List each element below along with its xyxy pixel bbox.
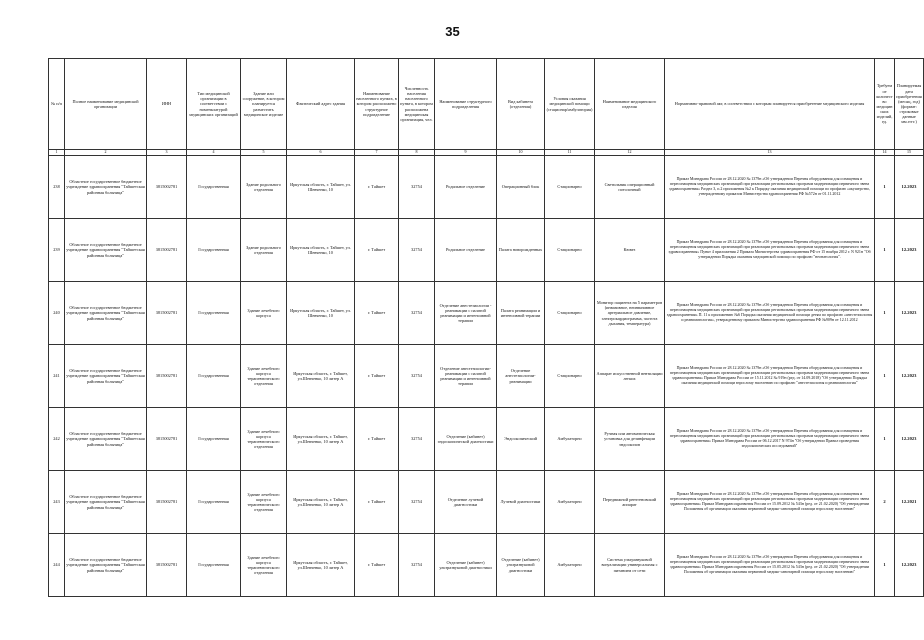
org-type-cell: Государственная — [187, 471, 241, 534]
row-number-cell: 243 — [49, 471, 65, 534]
population-cell: 32754 — [399, 156, 435, 219]
purchase-date-cell: 12.2023 — [895, 282, 924, 345]
regulation-cell: Приказ Минздрава России от 28.12.2020 № 1379н «Об утверждении Перечня оборудования для оснащения и переоснащения медицинских организаций при реализации региональных программ модернизации первичного звена здравоохранения» Приказ Минздравсоцразвития России от 15.09.2012 № 543н (ред. от 21.02.2020) "Об утверждении Положения об организации оказания первичной медико-санитарной помощи взрослому населению" — [665, 471, 875, 534]
care-conditions-cell: Амбулаторно — [545, 534, 595, 597]
org-type-cell: Государственная — [187, 156, 241, 219]
town-cell: г. Тайшет — [355, 408, 399, 471]
organization-name-cell: Областное государственное бюджетное учреждение здравоохранения "Тайшетская районная больница" — [65, 534, 147, 597]
column-header: Наименование медицинского изделия — [595, 59, 665, 150]
equipment-table — [48, 58, 924, 597]
regulation-cell: Приказ Минздрава России от 28.12.2020 № 1379н «Об утверждении Перечня оборудования для оснащения и переоснащения медицинских организаций при реализации региональных программ модернизации первичного звена здравоохранения» Раздел 3, п.2 приложения №2 к Порядку оказания медицинской помощи по профилю «акушерство, утвержденному приказом Министерства здравоохранения РФ №572н от 01.11.2012 — [665, 156, 875, 219]
care-conditions-cell: Стационарно — [545, 282, 595, 345]
structural-unit-cell: Отделение лучевой диагностики — [435, 471, 497, 534]
building-cell: Здание лечебного корпуса — [241, 282, 287, 345]
row-number-cell: 240 — [49, 282, 65, 345]
table-row — [49, 408, 924, 471]
inn-cell: 3815002781 — [147, 471, 187, 534]
purchase-date-cell: 12.2023 — [895, 534, 924, 597]
device-name-cell: Ручная или автоматическая установка для дезинфекции эндоскопов — [595, 408, 665, 471]
device-name-cell: Передвижной рентгеновский аппарат — [595, 471, 665, 534]
org-type-cell: Государственная — [187, 345, 241, 408]
table-header-row — [49, 59, 924, 150]
purchase-date-cell: 12.2023 — [895, 156, 924, 219]
care-conditions-cell: Стационарно — [545, 156, 595, 219]
device-name-cell: Аппарат искусственной вентиляции легких — [595, 345, 665, 408]
structural-unit-cell: Родильное отделение — [435, 219, 497, 282]
address-cell: Иркутская область, г. Тайшет, ул.Шевченко, 10 литер А — [287, 345, 355, 408]
column-header: Полное наименование медицинской организации — [65, 59, 147, 150]
address-cell: Иркутская область, г. Тайшет, ул. Шевченко, 10 — [287, 219, 355, 282]
building-cell: Здание лечебного корпуса терапевтического отделения — [241, 471, 287, 534]
column-number: 11 — [545, 150, 595, 156]
regulation-cell: Приказ Минздрава России от 28.12.2020 № 1379н «Об утверждении Перечня оборудования для оснащения и переоснащения медицинских организаций при реализации региональных программ модернизации первичного звена здравоохранения» П. 11 к приложению №6 Порядка оказания медицинской помощи детям по профилю «анестезиология и реаниматология», утвержденному приказом Министерства здравоохранения РФ №909н от 12.11.2012 — [665, 282, 875, 345]
quantity-cell: 1 — [875, 282, 895, 345]
inn-cell: 3815002781 — [147, 282, 187, 345]
cabinet-type-cell: Операционный блок — [497, 156, 545, 219]
column-header: Наименование населенного пункта, в котором расположено структурное подразделение — [355, 59, 399, 150]
regulation-cell: Приказ Минздрава России от 28.12.2020 № 1379н «Об утверждении Перечня оборудования для оснащения и переоснащения медицинских организаций при реализации региональных программ модернизации первичного звена здравоохранения» Приказ Минздрава России от 15.11.2012 № 919н (ред. от 14.09.2018) "Об утверждении Порядка оказания медицинской помощи взрослому населению по профилю "анестезиология и реаниматология" — [665, 345, 875, 408]
organization-name-cell: Областное государственное бюджетное учреждение здравоохранения "Тайшетская районная больница" — [65, 471, 147, 534]
column-number: 13 — [665, 150, 875, 156]
column-header: ИНН — [147, 59, 187, 150]
cabinet-type-cell: Отделение анестезиологии-реанимации — [497, 345, 545, 408]
device-name-cell: Система ультразвуковой визуализации универсальная с питанием от сети — [595, 534, 665, 597]
column-header: Тип медицинской организации в соответствии с номенклатурой медицинских организаций — [187, 59, 241, 150]
address-cell: Иркутская область, г. Тайшет, ул.Шевченко, 10 литер А — [287, 534, 355, 597]
device-name-cell: Монитор пациента на 5 параметров (инвазивное, неинвазивное артериальное давление, электрокардиограмма, частота дыхания, температура) — [595, 282, 665, 345]
organization-name-cell: Областное государственное бюджетное учреждение здравоохранения "Тайшетская районная больница" — [65, 219, 147, 282]
structural-unit-cell: Родильное отделение — [435, 156, 497, 219]
regulation-cell: Приказ Минздрава России от 28.12.2020 № 1379н «Об утверждении Перечня оборудования для оснащения и переоснащения медицинских организаций при реализации региональных программ модернизации первичного звена здравоохранения» Приказ Минздрава России от 06.12.2017 N 974н "Об утверждении Правил проведения эндоскопических исследований" — [665, 408, 875, 471]
population-cell: 32754 — [399, 534, 435, 597]
cabinet-type-cell: Палата новорожденных — [497, 219, 545, 282]
column-header: Нормативно-правовой акт, в соответствии с которым планируется приобретение медицинского изделия — [665, 59, 875, 150]
table-row — [49, 534, 924, 597]
organization-name-cell: Областное государственное бюджетное учреждение здравоохранения "Тайшетская районная больница" — [65, 156, 147, 219]
building-cell: Здание лечебного корпуса терапевтического отделения — [241, 408, 287, 471]
cabinet-type-cell: Эндоскопический — [497, 408, 545, 471]
inn-cell: 3815002781 — [147, 219, 187, 282]
organization-name-cell: Областное государственное бюджетное учреждение здравоохранения "Тайшетская районная больница" — [65, 282, 147, 345]
quantity-cell: 1 — [875, 219, 895, 282]
population-cell: 32754 — [399, 282, 435, 345]
structural-unit-cell: Отделение (кабинет) эндоскопической диагностики — [435, 408, 497, 471]
care-conditions-cell: Амбулаторно — [545, 408, 595, 471]
purchase-date-cell: 12.2023 — [895, 345, 924, 408]
structural-unit-cell: Отделение анестезиологии - реанимации с палатой реанимации и интенсивной терапии — [435, 282, 497, 345]
town-cell: г. Тайшет — [355, 471, 399, 534]
column-number: 14 — [875, 150, 895, 156]
column-number: 5 — [241, 150, 287, 156]
inn-cell: 3815002781 — [147, 534, 187, 597]
column-header: Здание или сооружение, в котором планируется разместить медицинское изделие — [241, 59, 287, 150]
population-cell: 32754 — [399, 408, 435, 471]
org-type-cell: Государственная — [187, 282, 241, 345]
quantity-cell: 1 — [875, 156, 895, 219]
quantity-cell: 2 — [875, 471, 895, 534]
purchase-date-cell: 12.2023 — [895, 408, 924, 471]
inn-cell: 3815002781 — [147, 345, 187, 408]
row-number-cell: 239 — [49, 219, 65, 282]
column-number: 7 — [355, 150, 399, 156]
purchase-date-cell: 12.2021 — [895, 471, 924, 534]
address-cell: Иркутская область, г. Тайшет, ул. Шевченко, 10 — [287, 282, 355, 345]
column-header: Вид кабинета (отделения) — [497, 59, 545, 150]
town-cell: г. Тайшет — [355, 534, 399, 597]
table-row — [49, 471, 924, 534]
table-row — [49, 219, 924, 282]
column-number: 10 — [497, 150, 545, 156]
town-cell: г. Тайшет — [355, 156, 399, 219]
column-number: 12 — [595, 150, 665, 156]
column-number: 15 — [895, 150, 924, 156]
quantity-cell: 1 — [875, 534, 895, 597]
column-number: 2 — [65, 150, 147, 156]
column-number: 4 — [187, 150, 241, 156]
inn-cell: 3815002781 — [147, 156, 187, 219]
table-row — [49, 282, 924, 345]
column-number: 8 — [399, 150, 435, 156]
device-name-cell: Кювез — [595, 219, 665, 282]
table-body — [49, 156, 924, 597]
inn-cell: 3815002781 — [147, 408, 187, 471]
page-number: 35 — [445, 24, 460, 39]
column-header: Условия оказания медицинской помощи (стационар/амбулатория) — [545, 59, 595, 150]
row-number-cell: 242 — [49, 408, 65, 471]
cabinet-type-cell: Палата реанимации и интенсивной терапии — [497, 282, 545, 345]
organization-name-cell: Областное государственное бюджетное учреждение здравоохранения "Тайшетская районная больница" — [65, 345, 147, 408]
column-number: 1 — [49, 150, 65, 156]
table-row — [49, 345, 924, 408]
population-cell: 32754 — [399, 345, 435, 408]
column-header: Требуемое количество медицинских изделий, ед. — [875, 59, 895, 150]
building-cell: Здание родильного отделения — [241, 156, 287, 219]
address-cell: Иркутская область, г. Тайшет, ул.Шевченко, 10 литер А — [287, 408, 355, 471]
row-number-cell: 241 — [49, 345, 65, 408]
row-number-cell: 238 — [49, 156, 65, 219]
cabinet-type-cell: Отделение (кабинет) ультразвуковой диагностики — [497, 534, 545, 597]
organization-name-cell: Областное государственное бюджетное учреждение здравоохранения "Тайшетская районная больница" — [65, 408, 147, 471]
device-name-cell: Светильник операционный потолочный — [595, 156, 665, 219]
column-header: № п/п — [49, 59, 65, 150]
address-cell: Иркутская область, г. Тайшет, ул. Шевченко, 10 — [287, 156, 355, 219]
column-number: 3 — [147, 150, 187, 156]
row-number-cell: 244 — [49, 534, 65, 597]
column-number: 9 — [435, 150, 497, 156]
population-cell: 32754 — [399, 219, 435, 282]
column-number: 6 — [287, 150, 355, 156]
population-cell: 32754 — [399, 471, 435, 534]
quantity-cell: 1 — [875, 345, 895, 408]
cabinet-type-cell: Лучевой диагностики — [497, 471, 545, 534]
town-cell: г. Тайшет — [355, 282, 399, 345]
building-cell: Здание родильного отделения — [241, 219, 287, 282]
building-cell: Здание лечебного корпуса терапевтического отделения — [241, 534, 287, 597]
town-cell: г. Тайшет — [355, 219, 399, 282]
quantity-cell: 1 — [875, 408, 895, 471]
building-cell: Здание лечебного корпуса терапевтического отделения — [241, 345, 287, 408]
org-type-cell: Государственная — [187, 219, 241, 282]
org-type-cell: Государственная — [187, 408, 241, 471]
care-conditions-cell: Амбулаторно — [545, 471, 595, 534]
address-cell: Иркутская область, г. Тайшет, ул.Шевченко, 10 литер А — [287, 471, 355, 534]
column-header: Фактический адрес здания — [287, 59, 355, 150]
care-conditions-cell: Стационарно — [545, 345, 595, 408]
town-cell: г. Тайшет — [355, 345, 399, 408]
structural-unit-cell: Отделение анестезиологии-реанимации с палатой реанимации и интенсивной терапии — [435, 345, 497, 408]
org-type-cell: Государственная — [187, 534, 241, 597]
care-conditions-cell: Стационарно — [545, 219, 595, 282]
column-header: Планируемая дата приобретения (месяц, год) (формат: строковые данные мм.гггг.) — [895, 59, 924, 150]
regulation-cell: Приказ Минздрава России от 28.12.2020 № 1379н «Об утверждении Перечня оборудования для оснащения и переоснащения медицинских организаций при реализации региональных программ модернизации первичного звена здравоохранения» Приказ Минздравсоцразвития России от 15.05.2012 № 543н (ред. от 21.02.2020) "Об утверждении Положения об организации оказания первичной медико-санитарной помощи взрослому населению" — [665, 534, 875, 597]
column-header: Наименование структурного подразделения — [435, 59, 497, 150]
regulation-cell: Приказ Минздрава России от 28.12.2020 № 1379н «Об утверждении Перечня оборудования для оснащения и переоснащения медицинских организаций при реализации региональных программ модернизации первичного звена здравоохранения» Пункт 4 приложения 2 Приказа Министерства здравоохранения РФ от 15 ноября 2012 г. N 921н "Об утверждении Порядка оказания медицинской помощи по профилю "неонатология". — [665, 219, 875, 282]
structural-unit-cell: Отделение (кабинет) ультразвуковой диагностики — [435, 534, 497, 597]
table-row — [49, 156, 924, 219]
column-header: Численность населения населенного пункта, в котором расположена медицинская организация, чел. — [399, 59, 435, 150]
purchase-date-cell: 12.2023 — [895, 219, 924, 282]
